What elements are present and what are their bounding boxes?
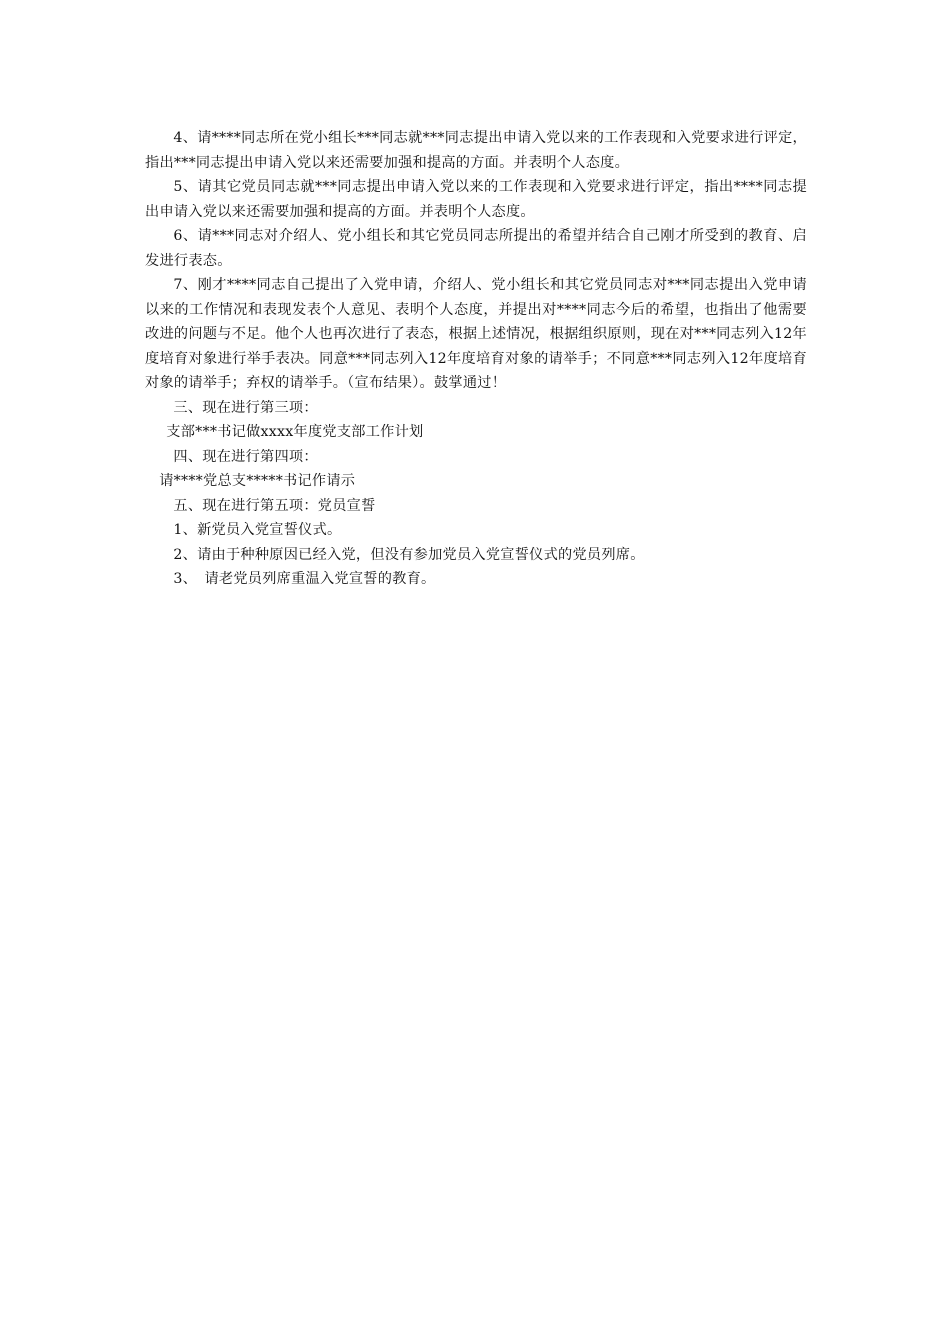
paragraph-item-6: 6、请***同志对介绍人、党小组长和其它党员同志所提出的希望并结合自己刚才所受到的教育、启发进行表态。 [145, 228, 807, 269]
section-heading-3: 三、现在进行第三项： [173, 399, 318, 416]
paragraph-item-7: 7、刚才****同志自己提出了入党申请，介绍人、党小组长和其它党员同志对***同志提出入党申请以来的工作情况和表现发表个人意见、表明个人态度，并提出对****同志今后的希望，也指出了他需要改进的问题与不足。他个人也再次进行了表态，根据上述情况，根据组织原则，现在对***同志列入12年度培育对象进行举手表决。同意***同志列入12年度培育对象的请举手；不同意***同志列入12年度培育对象的请举手；弃权的请举手。（宣布结果）。鼓掌通过！ [145, 277, 807, 391]
oath-item-3: 3、 请老党员列席重温入党宣誓的教育。 [173, 571, 436, 587]
section-heading-4: 四、现在进行第四项： [173, 448, 318, 465]
paragraph-item-5: 5、请其它党员同志就***同志提出申请入党以来的工作表现和入党要求进行评定，指出****同志提出申请入党以来还需要加强和提高的方面。并表明个人态度。 [145, 179, 807, 220]
paragraph-item-4: 4、请****同志所在党小组长***同志就***同志提出申请入党以来的工作表现和入党要求进行评定，指出***同志提出申请入党以来还需要加强和提高的方面。并表明个人态度。 [145, 130, 807, 171]
section-3-body: 支部***书记做xxxx年度党支部工作计划 [166, 424, 424, 440]
section-heading-5: 五、现在进行第五项：党员宣誓 [173, 497, 376, 514]
oath-item-2: 2、请由于种种原因已经入党，但没有参加党员入党宣誓仪式的党员列席。 [173, 546, 645, 563]
document-body [145, 126, 807, 592]
oath-item-1: 1、新党员入党宣誓仪式。 [173, 522, 342, 538]
section-4-body: 请****党总支*****书记作请示 [159, 473, 356, 489]
